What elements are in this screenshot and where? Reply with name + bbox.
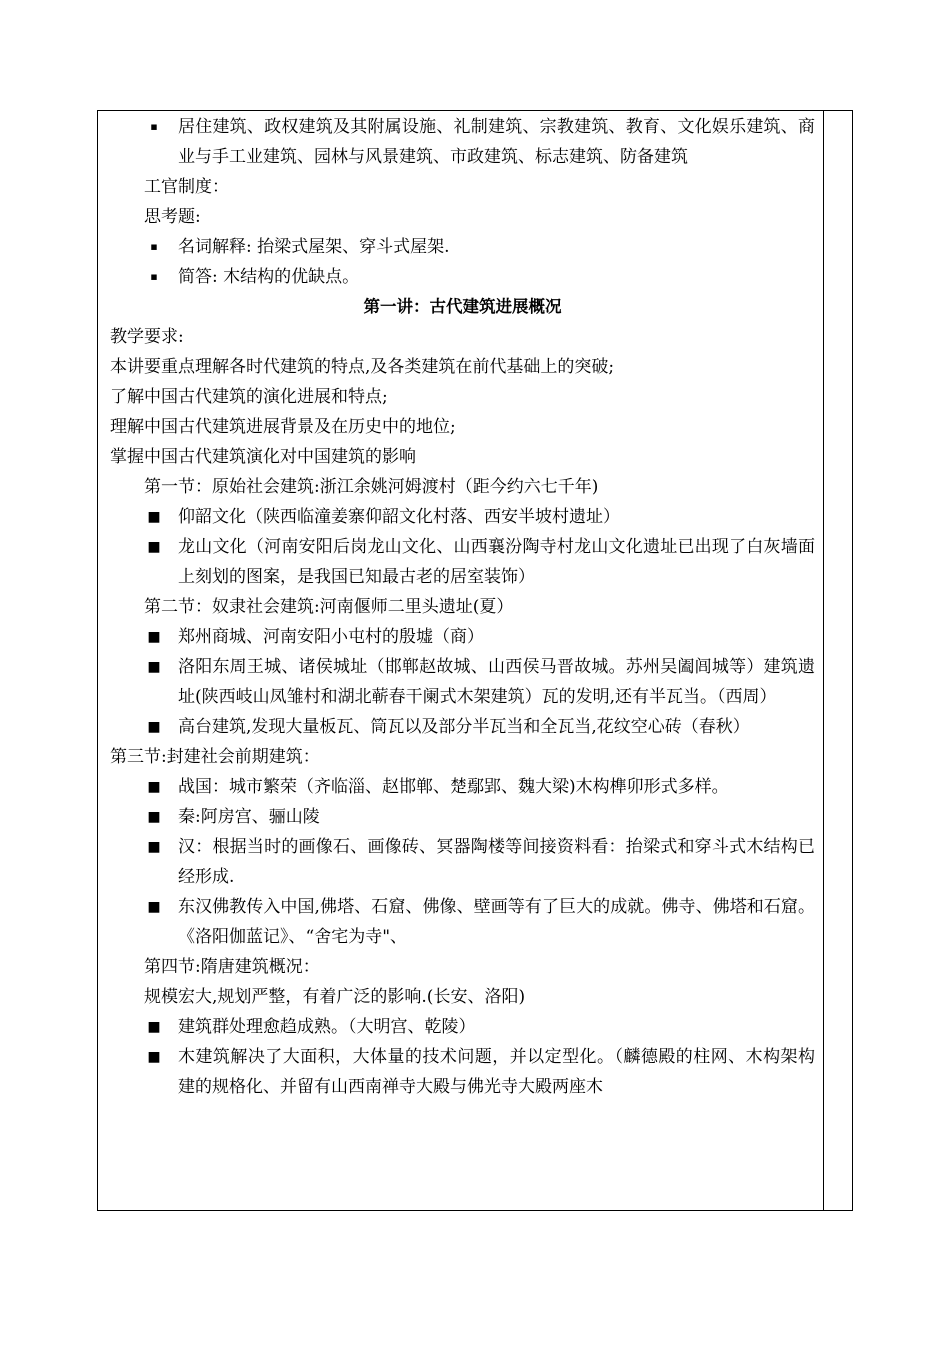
section-2-title: 第二节：奴隶社会建筑:河南偃师二里头遗址(夏） bbox=[144, 597, 514, 617]
bullet-square: ■ bbox=[147, 839, 161, 855]
list-item bbox=[110, 772, 815, 802]
requirement-line: 掌握中国古代建筑演化对中国建筑的影响 bbox=[110, 447, 416, 467]
list-item bbox=[110, 112, 815, 172]
bullet-square: ■ bbox=[147, 629, 161, 645]
document-content bbox=[110, 112, 815, 1102]
bullet-square: ■ bbox=[147, 659, 161, 675]
list-item-text: 龙山文化（河南安阳后岗龙山文化、山西襄汾陶寺村龙山文化遗址已出现了白灰墙面上刻划的图案，是我国已知最古老的居室装饰） bbox=[178, 537, 815, 587]
question-text: 简答: 木结构的优缺点。 bbox=[178, 267, 360, 287]
section-4-summary: 规模宏大,规划严整，有着广泛的影响.(长安、洛阳) bbox=[144, 987, 526, 1007]
section-3-title: 第三节:封建社会前期建筑： bbox=[110, 747, 320, 767]
list-item bbox=[110, 832, 815, 892]
list-item-text: 建筑群处理愈趋成熟。（大明宫、乾陵） bbox=[178, 1017, 476, 1037]
requirement-line: 了解中国古代建筑的演化进展和特点; bbox=[110, 387, 388, 407]
bullet-square: ■ bbox=[147, 719, 161, 735]
question-text: 名词解释: 抬梁式屋架、穿斗式屋架. bbox=[178, 237, 450, 257]
list-item-text: 汉：根据当时的画像石、画像砖、冥器陶楼等间接资料看：抬梁式和穿斗式木结构已经形成. bbox=[178, 837, 815, 887]
list-item-text: 秦:阿房宫、骊山陵 bbox=[178, 807, 320, 827]
bullet-square: ■ bbox=[147, 1019, 161, 1035]
bullet-square-small: ▪ bbox=[150, 240, 158, 253]
list-item-text: 战国：城市繁荣（齐临淄、赵邯郸、楚鄢郢、魏大梁)木构榫卯形式多样。 bbox=[178, 777, 729, 797]
bullet-square: ■ bbox=[147, 1049, 161, 1065]
list-item bbox=[110, 502, 815, 532]
list-item-text: 东汉佛教传入中国,佛塔、石窟、佛像、壁画等有了巨大的成就。佛寺、佛塔和石窟。《洛阳伽蓝记》、“舍宅为寺"、 bbox=[178, 897, 815, 947]
section-1-title: 第一节：原始社会建筑:浙江余姚河姆渡村（距今约六七千年) bbox=[144, 477, 599, 497]
list-item bbox=[110, 1012, 815, 1042]
bullet-square: ■ bbox=[147, 779, 161, 795]
list-item bbox=[110, 262, 815, 292]
building-types-text: 居住建筑、政权建筑及其附属设施、礼制建筑、宗教建筑、教育、文化娱乐建筑、商业与手工业建筑、园林与风景建筑、市政建筑、标志建筑、防备建筑 bbox=[178, 117, 815, 167]
list-item-text: 洛阳东周王城、诸侯城址（邯郸赵故城、山西侯马晋故城。苏州吴阖闾城等）建筑遗址(陕西岐山凤雏村和湖北蕲春干阑式木架建筑）瓦的发明,还有半瓦当。（西周） bbox=[178, 657, 815, 707]
requirements-label: 教学要求: bbox=[110, 327, 184, 347]
official-system-line: 工官制度： bbox=[144, 177, 229, 197]
requirement-line: 本讲要重点理解各时代建筑的特点,及各类建筑在前代基础上的突破; bbox=[110, 357, 615, 377]
list-item bbox=[110, 802, 815, 832]
section-4-title: 第四节:隋唐建筑概况： bbox=[144, 957, 320, 977]
bullet-square: ■ bbox=[147, 899, 161, 915]
bullet-square: ■ bbox=[147, 809, 161, 825]
list-item-text: 木建筑解决了大面积，大体量的技术问题，并以定型化。（麟德殿的柱网、木构架构建的规格化、并留有山西南禅寺大殿与佛光寺大殿两座木 bbox=[178, 1047, 815, 1097]
list-item bbox=[110, 892, 815, 952]
bullet-square: ■ bbox=[147, 539, 161, 555]
list-item bbox=[110, 712, 815, 742]
list-item-text: 仰韶文化（陕西临潼姜寨仰韶文化村落、西安半坡村遗址） bbox=[178, 507, 620, 527]
lecture-title: 第一讲：古代建筑进展概况 bbox=[363, 297, 562, 316]
questions-label: 思考题: bbox=[144, 207, 201, 227]
list-item bbox=[110, 622, 815, 652]
list-item bbox=[110, 532, 815, 592]
table-side-column-divider bbox=[823, 110, 824, 1211]
bullet-square: ■ bbox=[147, 509, 161, 525]
bullet-square-small: ▪ bbox=[150, 270, 158, 283]
list-item bbox=[110, 1042, 815, 1102]
list-item bbox=[110, 232, 815, 262]
list-item-text: 郑州商城、河南安阳小屯村的殷墟（商） bbox=[178, 627, 484, 647]
list-item bbox=[110, 652, 815, 712]
requirement-line: 理解中国古代建筑进展背景及在历史中的地位; bbox=[110, 417, 456, 437]
bullet-square-small: ▪ bbox=[150, 120, 158, 133]
list-item-text: 高台建筑,发现大量板瓦、筒瓦以及部分半瓦当和全瓦当,花纹空心砖（春秋） bbox=[178, 717, 750, 737]
